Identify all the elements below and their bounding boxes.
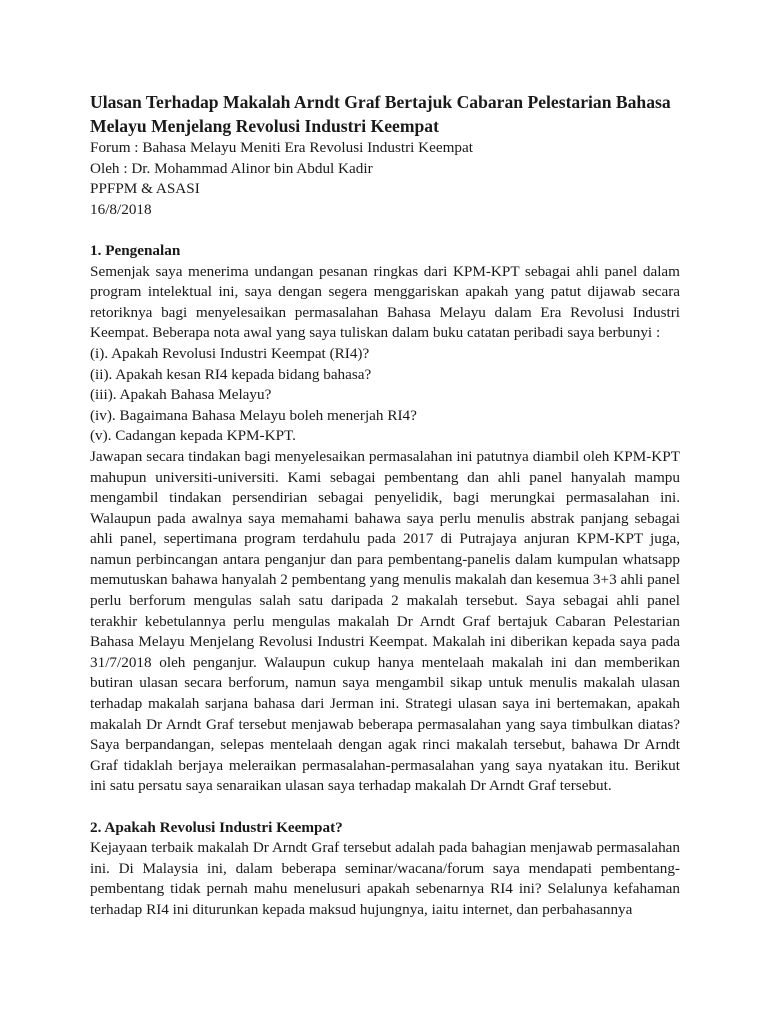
meta-author: Oleh : Dr. Mohammad Alinor bin Abdul Kadir [90, 159, 373, 177]
document-page [90, 90, 680, 921]
question-list-item: (v). Cadangan kepada KPM-KPT. [90, 427, 296, 445]
section1-intro-paragraph: Semenjak saya menerima undangan pesanan ringkas dari KPM-KPT sebagai ahli panel dalam program intelektual ini, saya dengan segera menggariskan apakah yang patut dijawab secara retoriknya bagi menyelesaikan permasalahan Bahasa Melayu dalam Era Revolusi Industri Keempat. Beberapa nota awal yang saya tuliskan dalam buku catatan peribadi saya berbunyi : [90, 262, 680, 342]
meta-affiliation: PPFPM & ASASI [90, 180, 200, 198]
document-title: Ulasan Terhadap Makalah Arndt Graf Bertajuk Cabaran Pelestarian Bahasa Melayu Menjelang Revolusi Industri Keempat [90, 92, 671, 136]
meta-date: 16/8/2018 [90, 200, 152, 218]
question-list-item: (iv). Bagaimana Bahasa Melayu boleh menerjah RI4? [90, 406, 417, 424]
meta-forum: Forum : Bahasa Melayu Meniti Era Revolusi Industri Keempat [90, 139, 473, 156]
question-list-item: (ii). Apakah kesan RI4 kepada bidang bahasa? [90, 365, 372, 383]
spacer [90, 797, 680, 818]
question-list-item: (i). Apakah Revolusi Industri Keempat (RI4)? [90, 344, 370, 362]
section-heading-pengenalan: 1. Pengenalan [90, 241, 181, 259]
question-list-item: (iii). Apakah Bahasa Melayu? [90, 386, 272, 404]
section-heading-revolusi: 2. Apakah Revolusi Industri Keempat? [90, 818, 343, 836]
spacer [90, 220, 680, 241]
section2-body-paragraph: Kejayaan terbaik makalah Dr Arndt Graf tersebut adalah pada bahagian menjawab permasalahan ini. Di Malaysia ini, dalam beberapa seminar/wacana/forum saya mendapati pembentang-pembentang tidak pernah mahu menelusuri apakah sebenarnya RI4 ini? Selalunya kefahaman terhadap RI4 ini diturunkan kepada maksud hujungnya, iaitu internet, dan perbahasannya [90, 839, 680, 918]
section1-body-paragraph: Jawapan secara tindakan bagi menyelesaikan permasalahan ini patutnya diambil oleh KPM-KPT mahupun universiti-universiti. Kami sebagai pembentang dan ahli panel hanyalah mampu mengambil tindakan persendirian sebagai penyelidik, bagi merungkai permasalahan ini. Walaupun pada awalnya saya memahami bahawa saya perlu menulis abstrak panjang sebagai ahli panel, sepertimana program terdahulu pada 2017 di Putrajaya anjuran KPM-KPT juga, namun perbincangan antara penganjur dan para pembentang-panelis dalam kumpulan whatsapp memutuskan bahawa hanyalah 2 pembentang yang menulis makalah dan kesemua 3+3 ahli panel perlu berforum mengulas salah satu daripada 2 makalah tersebut. Saya sebagai ahli panel terakhir kebetulannya perlu mengulas makalah Dr Arndt Graf bertajuk Cabaran Pelestarian Bahasa Melayu Menjelang Revolusi Industri Keempat. Makalah ini diberikan kepada saya pada 31/7/2018 oleh penganjur. Walaupun cukup hanya mentelaah makalah ini dan memberikan butiran ulasan secara berforum, namun saya mengambil sikap untuk menulis makalah ulasan terhadap makalah sarjana bahasa dari Jerman ini. Strategi ulasan saya ini bertemakan, apakah makalah Dr Arndt Graf tersebut menjawab beberapa permasalahan yang saya timbulkan diatas? Saya berpandangan, selepas mentelaah dengan agak rinci makalah tersebut, bahawa Dr Arndt Graf tidaklah berjaya meleraikan permasalahan-permasalahan yang saya nyatakan itu. Berikut ini satu persatu saya senaraikan ulasan saya terhadap makalah Dr Arndt Graf tersebut. [90, 447, 680, 795]
